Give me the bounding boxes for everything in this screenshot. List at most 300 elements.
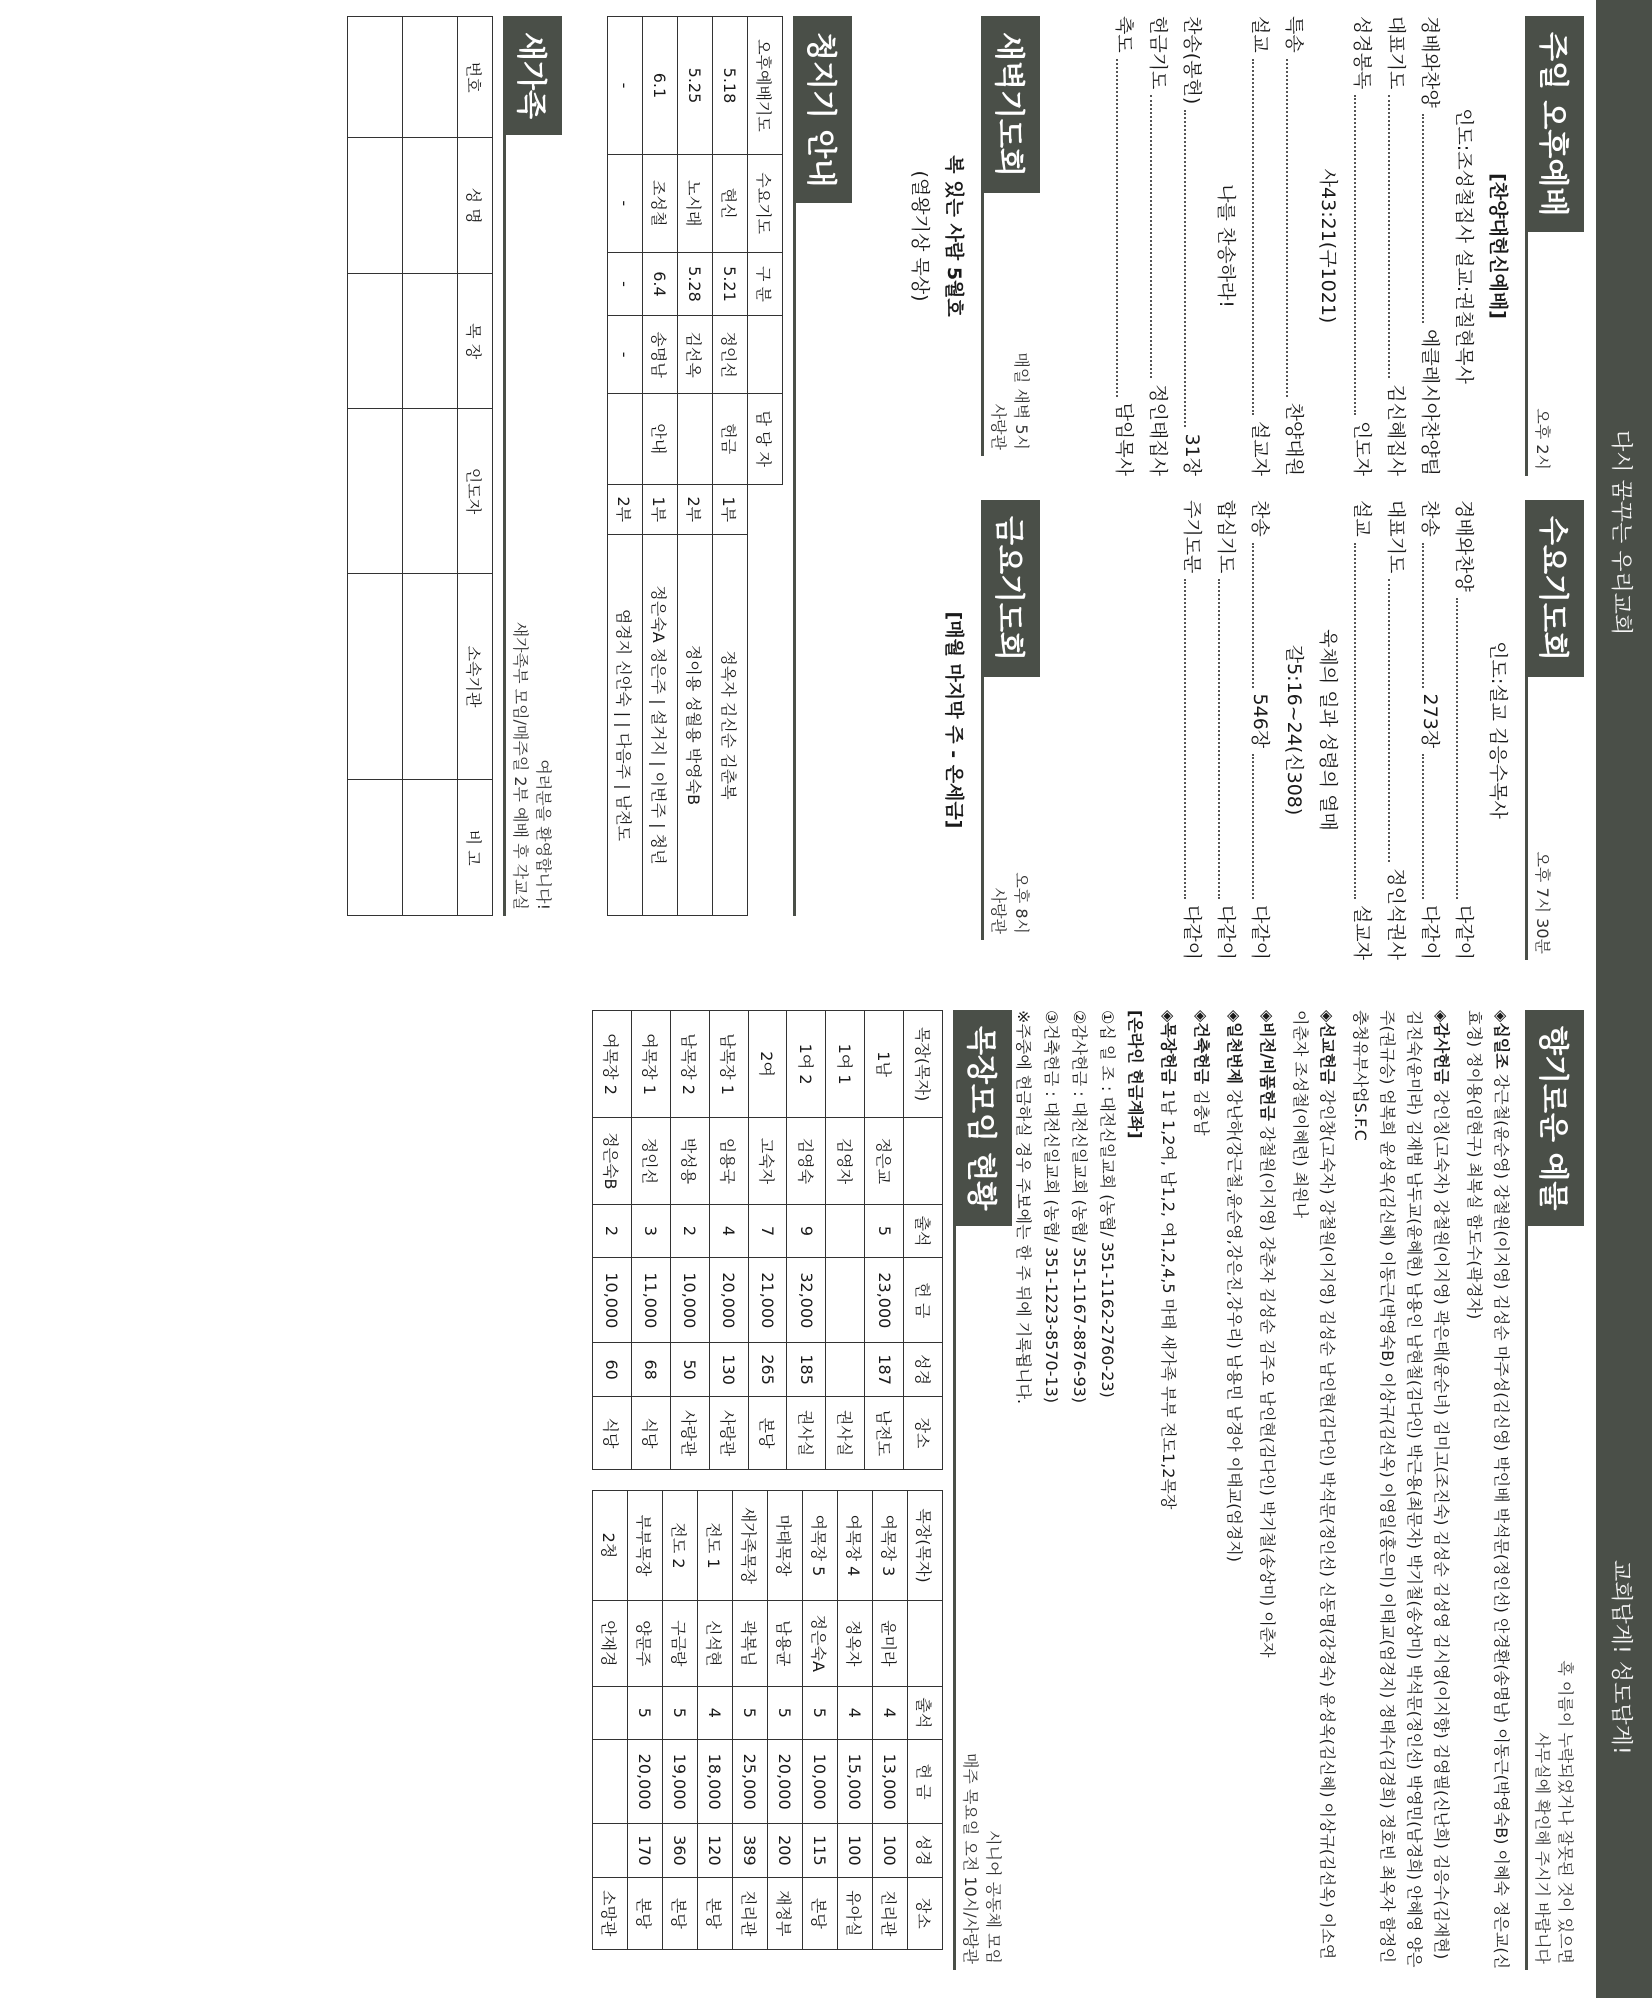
newfamily-cell	[348, 273, 403, 408]
newfamily-cell	[348, 409, 403, 573]
cells-cell: 임용국	[709, 1118, 748, 1204]
program-value-2: 다같이	[1249, 904, 1271, 960]
newfamily-note: 여러분을 환영합니다!	[534, 759, 553, 910]
program-label: 찬송	[1419, 500, 1441, 537]
cells-cell: 2청	[593, 1491, 628, 1601]
wednesday-lead: 인도:설교 김응수목사	[1487, 641, 1509, 819]
cells-cell: 정은숙B	[593, 1118, 632, 1204]
friday-section	[937, 500, 1040, 940]
cleaning-cell: 염경지 신안숙 | | 다음주 | 남전도	[608, 534, 643, 915]
cleaning-cell: 정이용 성월용 박영숙B	[678, 534, 713, 915]
cells-cell: 60	[593, 1343, 632, 1397]
cells-row	[670, 1011, 709, 1470]
cells-cell: 정은교	[865, 1118, 904, 1204]
sunday-pm-title: 주일 오후예배	[1528, 16, 1584, 232]
offering-note1: 혹 이름이 누락되었거나 잘못된 것이 있으면	[1556, 1660, 1575, 1964]
cells-cell: 13,000	[873, 1740, 908, 1824]
cells-cell: 120	[698, 1824, 733, 1878]
cells-cell: 새가족목장	[733, 1491, 768, 1601]
sunday-pm-subtitle: [찬양대헌신예배]	[1487, 173, 1509, 319]
cells-cell: 10,000	[803, 1740, 838, 1824]
newfamily-cell	[348, 17, 403, 138]
cells-header: 장소	[908, 1877, 943, 1949]
cleaning-cell: 정인선	[713, 316, 748, 393]
cells-cell: 20,000	[709, 1258, 748, 1343]
cells-cell: 389	[733, 1824, 768, 1878]
program-label: 설교	[1249, 16, 1271, 53]
cells-row	[632, 1011, 671, 1470]
cells-cell: 여목장 5	[803, 1491, 838, 1601]
cells-cell: 23,000	[865, 1258, 904, 1343]
cells-header	[908, 1600, 943, 1686]
offering-names: 강철원(이지영) 강춘자 김성순 김주오 남인현(김다인) 박기철(송상미) 이춘자	[1258, 1125, 1277, 1658]
leader-dots	[1218, 579, 1243, 899]
cleaning-cell: 5.21	[713, 252, 748, 316]
cells-cell: 170	[628, 1824, 663, 1878]
cells-cell: 여목장 2	[593, 1011, 632, 1118]
leader-dots	[1184, 579, 1209, 899]
program-label: 대표기도	[1385, 500, 1407, 574]
cells-cell	[593, 1686, 628, 1740]
cells-cell: 구금랑	[663, 1600, 698, 1686]
cells-title: 목장모임 현황	[956, 1010, 1012, 1226]
cells-row	[709, 1011, 748, 1470]
cells-cell: 신석현	[698, 1600, 733, 1686]
program-line	[1379, 500, 1413, 960]
program-line	[1175, 16, 1209, 476]
cells-cell: 2여	[748, 1011, 787, 1118]
cleaning-cell: 안내	[643, 393, 678, 484]
program-line	[1413, 16, 1447, 476]
cells-header: 성경	[908, 1824, 943, 1878]
cells-cell: 5	[628, 1686, 663, 1740]
cleaning-header: 수요기도	[748, 154, 783, 252]
cells-cell: 200	[768, 1824, 803, 1878]
cells-cell: 진리관	[733, 1877, 768, 1949]
cleaning-cell: -	[608, 17, 643, 155]
cells-row	[826, 1011, 865, 1470]
cells-header	[904, 1118, 943, 1204]
program-value-2: 다같이	[1419, 904, 1441, 960]
cells-cell: 7	[748, 1204, 787, 1258]
cleaning-header: 구 분	[748, 252, 783, 316]
cells-cell: 여목장 4	[838, 1491, 873, 1601]
program-label: 헌금기도	[1147, 16, 1169, 90]
cleaning-cell: 5.18	[713, 17, 748, 155]
program-line	[1277, 16, 1311, 476]
program-line	[1141, 16, 1175, 476]
cells-cell: 5	[768, 1686, 803, 1740]
program-line	[1209, 500, 1243, 960]
leader-dots	[1422, 754, 1447, 899]
program-label: 경배와찬양	[1419, 16, 1441, 108]
cells-cell: 5	[865, 1204, 904, 1258]
cleaning-cell: 1부	[713, 484, 748, 534]
offering-remark: ※주중에 헌금하실 경우 주보에는 한 주 뒤에 기록됩니다.	[1014, 1010, 1033, 1405]
cells-cell: 21,000	[748, 1258, 787, 1343]
cleaning-header	[748, 316, 783, 393]
cells-cell: 11,000	[632, 1258, 671, 1343]
cells-cell: 265	[748, 1343, 787, 1397]
cells-cell: 25,000	[733, 1740, 768, 1824]
cleaning-cell: 5.25	[678, 17, 713, 155]
program-value: 다같이	[1215, 904, 1237, 960]
cells-cell: 남전도	[865, 1397, 904, 1470]
cells-cell: 10,000	[670, 1258, 709, 1343]
cells-cell: 2	[593, 1204, 632, 1258]
cells-cell: 본당	[748, 1397, 787, 1470]
cells-cell: 15,000	[838, 1740, 873, 1824]
newfamily-cell	[348, 573, 403, 780]
offering-note2: 사무실에 확인해 주시기 바랍니다	[1533, 1732, 1552, 1964]
program-line	[1345, 16, 1379, 476]
cells-cell: 본당	[698, 1877, 733, 1949]
offering-item	[1221, 1010, 1248, 1970]
newfamily-note2: 새가족부 모임/매주일 2부 예배 후 각교실	[511, 621, 530, 910]
newfamily-cell	[348, 780, 403, 916]
cells-cell: 18,000	[698, 1740, 733, 1824]
top-banner	[1596, 0, 1652, 1998]
cells-cell: 여목장 1	[632, 1011, 671, 1118]
cells-cell: 전도 2	[663, 1491, 698, 1601]
cells-cell: 김영자	[826, 1118, 865, 1204]
banner-left-text: 다시 꿈꾸는 우리교회	[1608, 430, 1633, 636]
program-label: 합심기도	[1215, 500, 1237, 574]
cells-table-right	[592, 1490, 943, 1950]
program-line	[1345, 500, 1379, 960]
cells-header: 목장(목자)	[904, 1011, 943, 1118]
cells-cell: 전도 1	[698, 1491, 733, 1601]
cells-cell: 본당	[803, 1877, 838, 1949]
program-line	[1107, 16, 1141, 476]
program-value: 에클레시아찬양팀	[1419, 329, 1441, 476]
offering-kind: ◈감사헌금	[1432, 1010, 1451, 1085]
newfamily-cell	[403, 409, 458, 573]
cells-row	[873, 1491, 908, 1950]
offering-kind: ◈비전/비품헌금	[1258, 1010, 1277, 1121]
newfamily-cell	[348, 138, 403, 273]
cells-cell	[826, 1258, 865, 1343]
dawn-sub: (열왕기상 묵상)	[909, 170, 931, 302]
offering-item	[1188, 1010, 1215, 1970]
cells-header: 장소	[904, 1397, 943, 1470]
program-detail: 나를 찬송하라!	[1215, 184, 1237, 308]
cells-row	[663, 1491, 698, 1950]
cells-header: 헌 금	[904, 1258, 943, 1343]
offering-names: 강난하(강근철,윤순영,강은진,강우리) 남용민 남경아 이태교(엄경지)	[1225, 1089, 1244, 1563]
cleaning-cell: 1부	[643, 484, 678, 534]
friday-text: [매월 마지막 주 - 온세금]	[943, 611, 965, 829]
newfamily-header: 목 장	[458, 273, 493, 408]
leader-dots	[1184, 110, 1209, 427]
cleaning-cell: 6.1	[643, 17, 678, 155]
program-label: 특송	[1283, 16, 1305, 53]
program-value: 정인석권사	[1385, 868, 1407, 960]
cleaning-row	[608, 17, 643, 916]
account-line: ①십 일 조 : 대전신일교회 (농협/ 351-1162-2760-23)	[1098, 1010, 1117, 1398]
cells-header: 출석	[908, 1686, 943, 1740]
program-detail: 갈5:16~24(신308)	[1283, 644, 1305, 816]
cells-cell: 20,000	[768, 1740, 803, 1824]
cells-row	[748, 1011, 787, 1470]
leader-dots	[1354, 543, 1379, 899]
cells-cell: 4	[838, 1686, 873, 1740]
cells-cell: 115	[803, 1824, 838, 1878]
program-line	[1243, 16, 1277, 476]
cells-cell: 4	[709, 1204, 748, 1258]
newfamily-header: 소속기관	[458, 573, 493, 780]
cells-cell	[826, 1343, 865, 1397]
newfamily-row	[403, 17, 458, 916]
cells-row	[838, 1491, 873, 1950]
cells-cell	[593, 1824, 628, 1878]
program-label: 대표기도	[1385, 16, 1407, 90]
offering-item	[1155, 1010, 1182, 1970]
wednesday-section	[1175, 500, 1584, 960]
wednesday-title: 수요기도회	[1528, 500, 1584, 677]
program-value: 설교자	[1249, 420, 1271, 476]
newfamily-cell	[403, 780, 458, 916]
cells-cell: 68	[632, 1343, 671, 1397]
cells-cell: 185	[787, 1343, 826, 1397]
cells-cell: 5	[803, 1686, 838, 1740]
program-label: 찬송(봉헌)	[1181, 16, 1203, 105]
cells-cell: 100	[838, 1824, 873, 1878]
cells-cell: 10,000	[593, 1258, 632, 1343]
cells-cell: 유아실	[838, 1877, 873, 1949]
cells-cell: 남목장 2	[670, 1011, 709, 1118]
program-label: 축도	[1113, 16, 1135, 53]
leader-dots	[1388, 579, 1413, 862]
cells-row	[733, 1491, 768, 1950]
newfamily-table	[347, 16, 493, 916]
cells-cell	[593, 1740, 628, 1824]
newfamily-cell	[403, 17, 458, 138]
offering-names: 김충남	[1192, 1089, 1211, 1136]
cells-cell	[826, 1204, 865, 1258]
sunday-pm-section	[1107, 16, 1584, 476]
cells-cell: 정인선	[632, 1118, 671, 1204]
program-value: 찬양대원	[1283, 402, 1305, 476]
cleaning-cell: -	[608, 252, 643, 316]
cells-cell: 20,000	[628, 1740, 663, 1824]
cells-cell: 1남	[865, 1011, 904, 1118]
offering-item	[1461, 1010, 1515, 1970]
program-value: 인도자	[1351, 420, 1373, 476]
newfamily-cell	[403, 573, 458, 780]
leader-dots	[1252, 543, 1277, 688]
cleaning-cell	[678, 393, 713, 484]
cells-cell: 고숙자	[748, 1118, 787, 1204]
offering-kind: ◈선교헌금	[1318, 1010, 1337, 1085]
program-detail: 사43:21(구1021)	[1317, 168, 1339, 324]
cells-cell: 김영숙	[787, 1118, 826, 1204]
program-line	[1175, 500, 1209, 960]
cells-cell: 식당	[593, 1397, 632, 1470]
cells-cell: 부부목장	[628, 1491, 663, 1601]
offering-item	[1287, 1010, 1341, 1970]
cells-cell: 100	[873, 1824, 908, 1878]
cells-cell: 마태목장	[768, 1491, 803, 1601]
leader-dots	[1354, 95, 1379, 415]
cells-cell: 본당	[663, 1877, 698, 1949]
program-line	[1413, 500, 1447, 960]
offering-names: 강인창(고숙자) 강철원(이지영) 김성순 남인현(김다인) 박석문(정인선) 신동명(강경숙) 윤성옥(김신혜) 이상규(김선옥) 이소연 이춘자 조성철(이혜련) 최원나	[1291, 1010, 1337, 1960]
offering-list	[1155, 1010, 1515, 1970]
leader-dots	[1150, 95, 1175, 378]
offering-names: 강인칭(고숙자) 강철원(이지영) 곽은태(윤순녀) 김미고(조진숙) 김성순 김성영 김시영(이지향) 김영필(신난희) 김응수(김재현) 김진숙(윤미라) 김재범 남두교(윤혜현) 남용인 남현철(김다인) 박근용(최문자) 박기철(송상미) 박석문(정인선) 박영민(남경희) 안혜영 양은주(권규승) 엄복희 윤성옥(김신혜) 이동근(박영숙B) 이상규(김선옥) 이영일(홍은미) 이태교(엄경지) 정태수(김경희) 정호빈 최옥자 함정인 충청유부사업S.F.C	[1351, 1010, 1451, 1968]
newfamily-header: 비 고	[458, 780, 493, 916]
cells-cell: 32,000	[787, 1258, 826, 1343]
offering-title: 향기로운 예물	[1528, 1010, 1584, 1226]
leader-dots	[1388, 95, 1413, 378]
program-line	[1379, 16, 1413, 476]
cells-row	[593, 1011, 632, 1470]
cells-cell: 남목장 1	[709, 1011, 748, 1118]
cleaning-cell: 정옥자 김신순 김춘복	[713, 534, 748, 915]
cells-row	[698, 1491, 733, 1950]
program-value: 다같이	[1181, 904, 1203, 960]
cells-cell: 박성용	[670, 1118, 709, 1204]
program-value: 546장	[1249, 693, 1271, 749]
cells-cell: 2	[670, 1204, 709, 1258]
friday-place: 사랑관	[989, 887, 1008, 934]
cells-cell: 5	[663, 1686, 698, 1740]
newfamily-header: 성 명	[458, 138, 493, 273]
cells-cell: 권사실	[787, 1397, 826, 1470]
cleaning-row	[643, 17, 678, 916]
sunday-pm-lead: 인도:조성철집사 설교:권칠현목사	[1453, 108, 1475, 384]
cleaning-cell: 송명남	[643, 316, 678, 393]
cells-header: 출석	[904, 1204, 943, 1258]
account-line: ②감사헌금 : 대전신일교회 (농협/ 351-1167-8876-93)	[1070, 1010, 1089, 1404]
leader-dots	[1286, 59, 1311, 397]
cells-cell: 본당	[628, 1877, 663, 1949]
cells-cell: 안재경	[593, 1600, 628, 1686]
program-label: 성경봉독	[1351, 16, 1373, 90]
cells-cell: 남용균	[768, 1600, 803, 1686]
cells-cell: 재정부	[768, 1877, 803, 1949]
cleaning-table	[607, 16, 783, 916]
cleaning-row	[713, 17, 748, 916]
cells-cell: 19,000	[663, 1740, 698, 1824]
leader-dots	[1422, 114, 1447, 323]
leader-dots	[1456, 598, 1481, 899]
offering-item	[1347, 1010, 1455, 1970]
offering-kind: ◈일천번제	[1225, 1010, 1244, 1085]
cleaning-cell: 김선옥	[678, 316, 713, 393]
program-label: 설교	[1351, 500, 1373, 537]
cells-row	[593, 1491, 628, 1950]
cells-cell: 9	[787, 1204, 826, 1258]
cleaning-cell: 5.28	[678, 252, 713, 316]
cleaning-cell: 2부	[678, 484, 713, 534]
cells-cell: 진리관	[873, 1877, 908, 1949]
cells-cell: 권사실	[826, 1397, 865, 1470]
cells-header: 헌 금	[908, 1740, 943, 1824]
program-detail: 육체의 일과 성령의 열매	[1317, 629, 1339, 831]
cleaning-cell	[608, 393, 643, 484]
cells-row	[787, 1011, 826, 1470]
cells-cell: 5	[733, 1686, 768, 1740]
newfamily-cell	[403, 273, 458, 408]
dawn-time: 매일 새벽 5시	[1012, 352, 1031, 450]
cells-section	[592, 1010, 1012, 1970]
cells-cell: 360	[663, 1824, 698, 1878]
offering-kind: ◈십일조	[1492, 1010, 1511, 1069]
cells-cell: 정은숙A	[803, 1600, 838, 1686]
cells-cell: 4	[698, 1686, 733, 1740]
leader-dots	[1116, 59, 1141, 397]
offering-kind: ◈건축헌금	[1192, 1010, 1211, 1085]
cleaning-header: 오후예배기도	[748, 17, 783, 155]
column-wednesday	[1157, 500, 1584, 960]
program-line	[1243, 500, 1277, 960]
cells-cell: 사랑관	[709, 1397, 748, 1470]
wednesday-time: 오후 7시 30분	[1533, 851, 1552, 954]
dawn-section	[903, 16, 1040, 456]
newfamily-title: 새가족	[506, 16, 562, 135]
cells-cell: 양문주	[628, 1600, 663, 1686]
cleaning-cell: 조성철	[643, 154, 678, 252]
dawn-title: 새벽기도회	[984, 16, 1040, 193]
cleaning-cell: 헌금	[713, 393, 748, 484]
leader-dots	[1252, 59, 1277, 415]
cells-sub2: 매주 목요일 오전 10시/사랑관	[961, 1752, 980, 1964]
sunday-pm-time: 오후 2시	[1533, 408, 1552, 470]
cleaning-cell: -	[608, 316, 643, 393]
cells-cell: 사랑관	[670, 1397, 709, 1470]
cells-cell: 187	[865, 1343, 904, 1397]
newfamily-section	[347, 16, 562, 916]
offering-names: 강근철(윤순영) 강철원(이지영) 김성순 마주성(김신영) 박인배 박석문(정인선) 안경환(송명남) 이동근(박영숙B) 이혜숙 정은교(신효경) 정이용(임현구) 최복실 함도수(곽경자)	[1465, 1010, 1511, 1970]
cells-row	[628, 1491, 663, 1950]
cleaning-cell: 현신	[713, 154, 748, 252]
cleaning-title: 청지기 안내	[796, 16, 852, 203]
cells-cell: 윤미라	[873, 1600, 908, 1686]
cells-row	[803, 1491, 838, 1950]
offering-kind: ◈목장헌금	[1159, 1010, 1178, 1085]
program-value: 정인태집사	[1147, 384, 1169, 476]
leader-dots	[1422, 543, 1447, 688]
cells-cell: 식당	[632, 1397, 671, 1470]
program-value: 담임목사	[1113, 402, 1135, 476]
newfamily-header: 인도자	[458, 409, 493, 573]
cells-sub1: 시니어 공동체 모임	[984, 1830, 1003, 1964]
banner-right-text: 교회답게! 성도답게!	[1608, 1560, 1633, 1755]
program-line	[1447, 500, 1481, 960]
program-value: 김신혜집사	[1385, 384, 1407, 476]
cleaning-cell: -	[608, 154, 643, 252]
offering-section	[1009, 1010, 1584, 1970]
dawn-place: 사랑관	[989, 403, 1008, 450]
cells-cell: 4	[873, 1686, 908, 1740]
cleaning-header: 담 당 자	[748, 393, 783, 484]
cleaning-cell: 6.4	[643, 252, 678, 316]
cells-header: 성경	[904, 1343, 943, 1397]
cells-row	[865, 1011, 904, 1470]
cells-cell: 여목장 3	[873, 1491, 908, 1601]
program-value: 다같이	[1453, 904, 1475, 960]
cleaning-cell: 2부	[608, 484, 643, 534]
cells-row	[768, 1491, 803, 1950]
cells-table-left	[592, 1010, 943, 1470]
offering-names: 1남 1,2여, 남1,2, 여1,2,4,5 마태 새가족 부부 전도1,2목장	[1159, 1089, 1178, 1510]
cells-cell: 1여 1	[826, 1011, 865, 1118]
account-line: ③건축헌금 : 대전신일교회 (농협/ 351-1223-8570-13)	[1042, 1010, 1061, 1404]
program-value: 273장	[1419, 693, 1441, 749]
newfamily-cell	[403, 138, 458, 273]
